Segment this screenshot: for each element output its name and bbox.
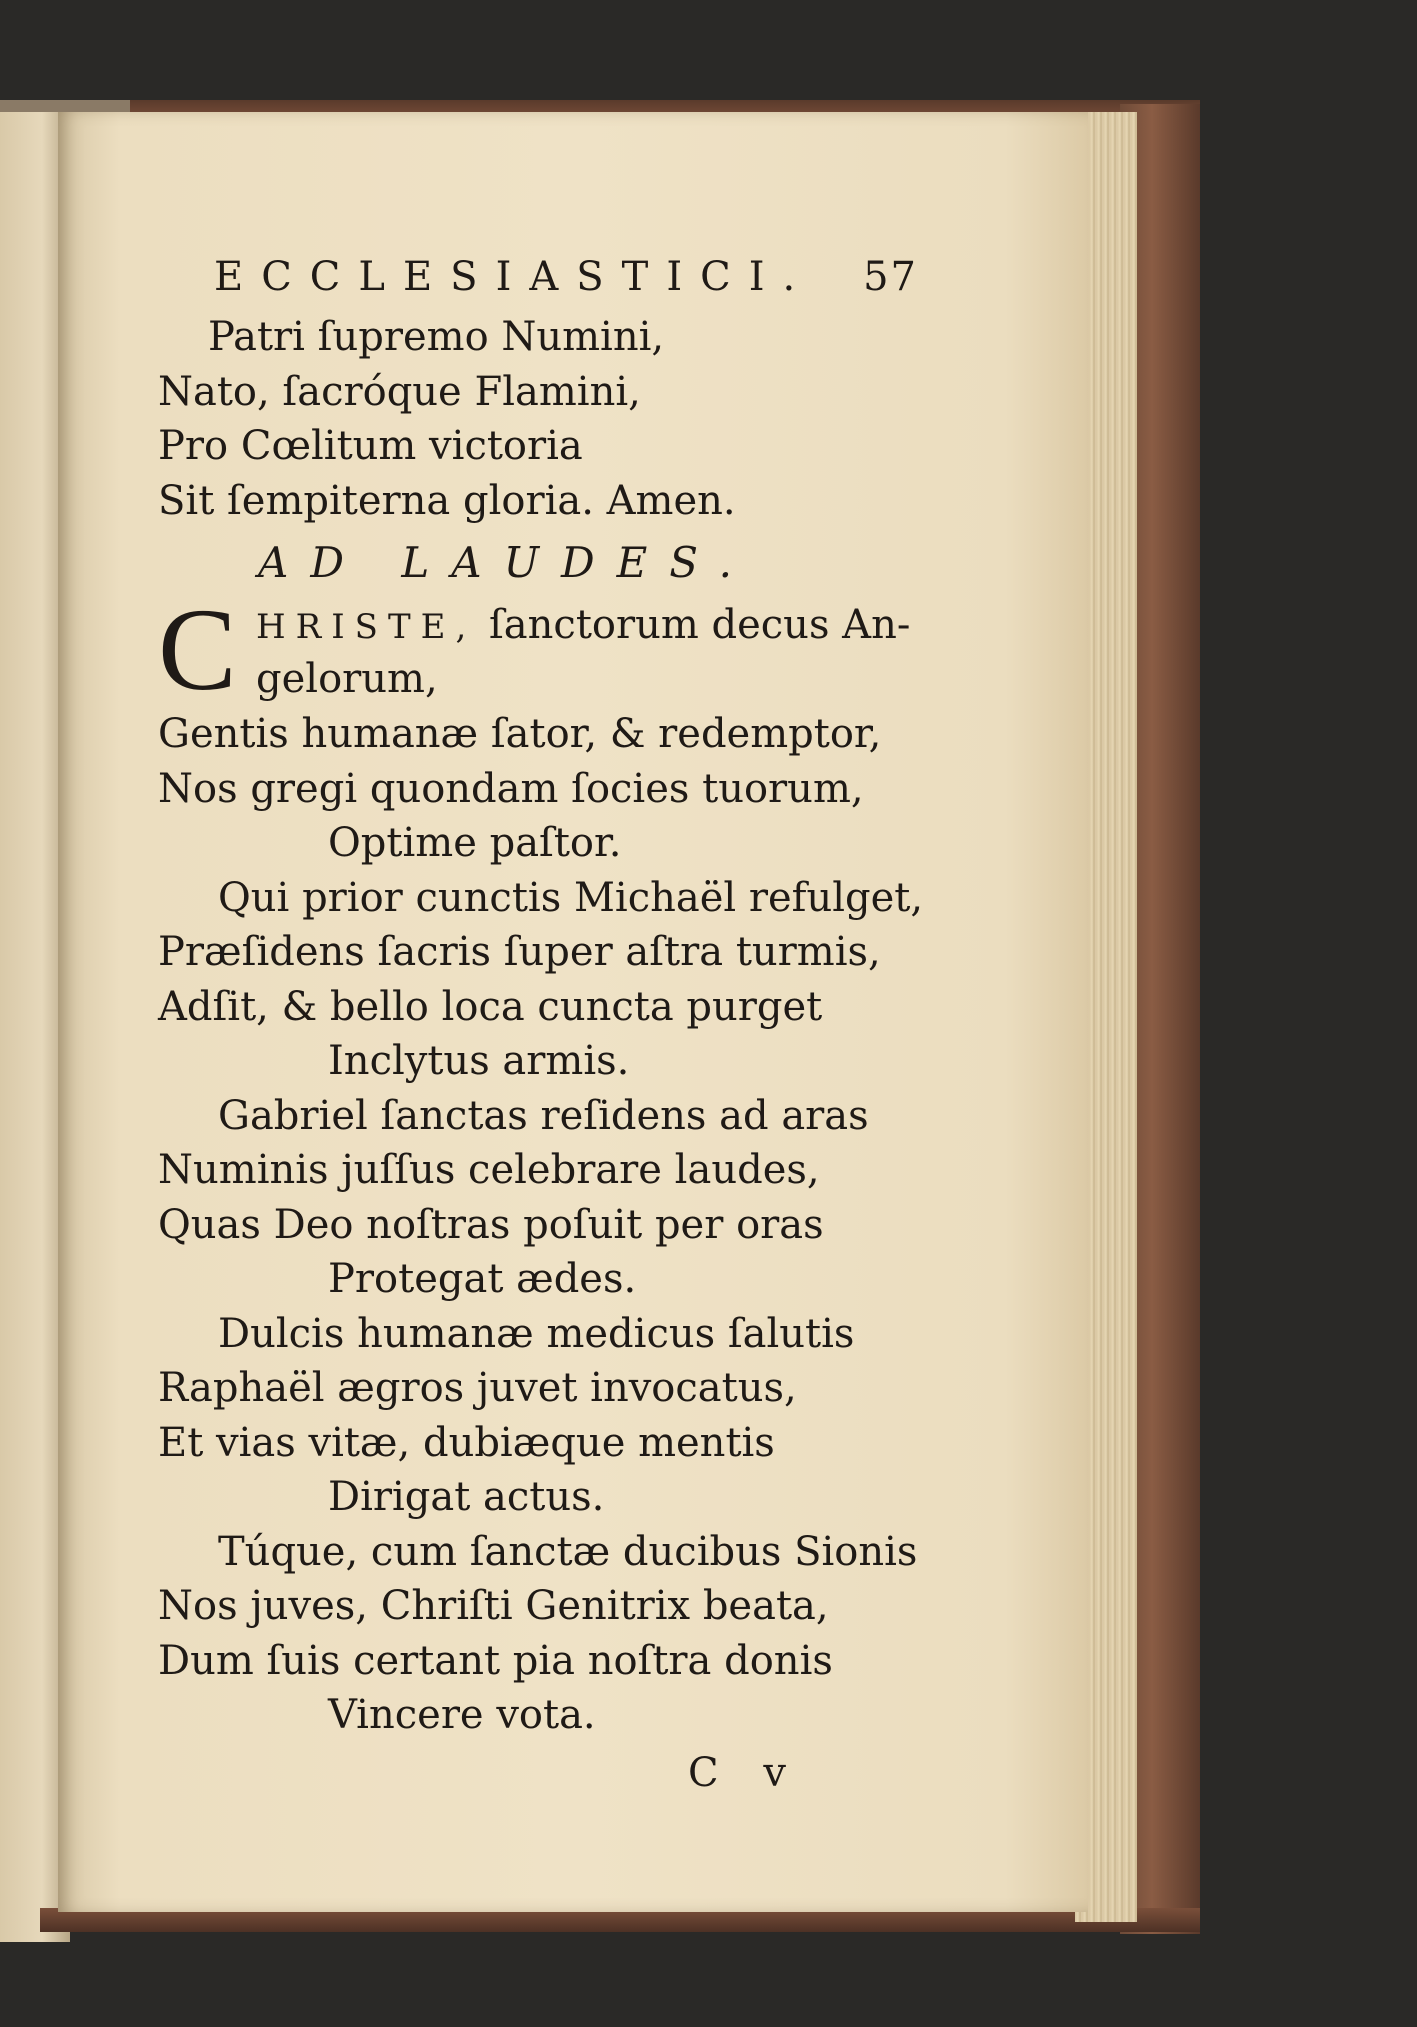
- page-text: [158, 250, 924, 1803]
- stanza-end-line: Vincere vota.: [328, 1692, 596, 1738]
- stanza-end-line: Optime paſtor.: [328, 820, 622, 866]
- running-head: [158, 250, 918, 310]
- verse-line: Gentis humanæ ſator, & redemptor,: [158, 711, 882, 757]
- stanza-first-line: Dulcis humanæ medicus ſalutis: [218, 1310, 855, 1357]
- page-number: 57: [863, 254, 918, 300]
- hymn-first-line: [256, 598, 910, 655]
- hymn-second-line: gelorum,: [256, 656, 438, 702]
- verse-line: Quas Deo noſtras poſuit per oras: [158, 1201, 824, 1248]
- doxology-line: Nato, ſacróque Flamini,: [158, 368, 641, 415]
- verse-line: Et vias vitæ, dubiæque mentis: [158, 1419, 775, 1466]
- stanza-end-line: Inclytus armis.: [328, 1038, 630, 1084]
- doxology-line: Sit ſempiterna gloria. Amen.: [158, 477, 736, 524]
- doxology-line: Pro Cœlitum victoria: [158, 423, 583, 469]
- stanza-end-line: Protegat ædes.: [328, 1256, 637, 1302]
- verse-line: Præſidens ſacris ſuper aſtra turmis,: [158, 929, 881, 975]
- verse-line: Nos gregi quondam ſocies tuorum,: [158, 765, 864, 812]
- catchword: C v: [688, 1749, 802, 1796]
- verse-line: Numinis juſſus celebrare laudes,: [158, 1147, 820, 1193]
- first-line-rest: ſanctorum decus An-: [476, 602, 911, 648]
- running-head-title: ECCLESIASTICI.: [214, 254, 814, 300]
- stanza-end-line: Dirigat actus.: [328, 1474, 605, 1520]
- section-heading: AD LAUDES.: [258, 538, 754, 587]
- verse-line: Nos juves, Chriſti Genitrix beata,: [158, 1583, 829, 1629]
- verse-line: Raphaël ægros juvet invocatus,: [158, 1365, 797, 1411]
- stanza-first-line: Qui prior cunctis Michaël refulget,: [218, 874, 924, 921]
- stanza-first-line: Túque, cum ſanctæ ducibus Sionis: [218, 1528, 918, 1575]
- verse-line: Adſit, & bello loca cuncta purget: [158, 983, 823, 1030]
- verse-line: Dum ſuis certant pia noſtra donis: [158, 1637, 833, 1684]
- doxology-line: Patri ſupremo Numini,: [208, 314, 665, 360]
- hymn-opening: [158, 584, 918, 715]
- drop-cap: C: [158, 584, 237, 715]
- first-word-smallcaps: HRISTE,: [256, 607, 477, 647]
- stanza-first-line: Gabriel ſanctas reſidens ad aras: [218, 1092, 869, 1139]
